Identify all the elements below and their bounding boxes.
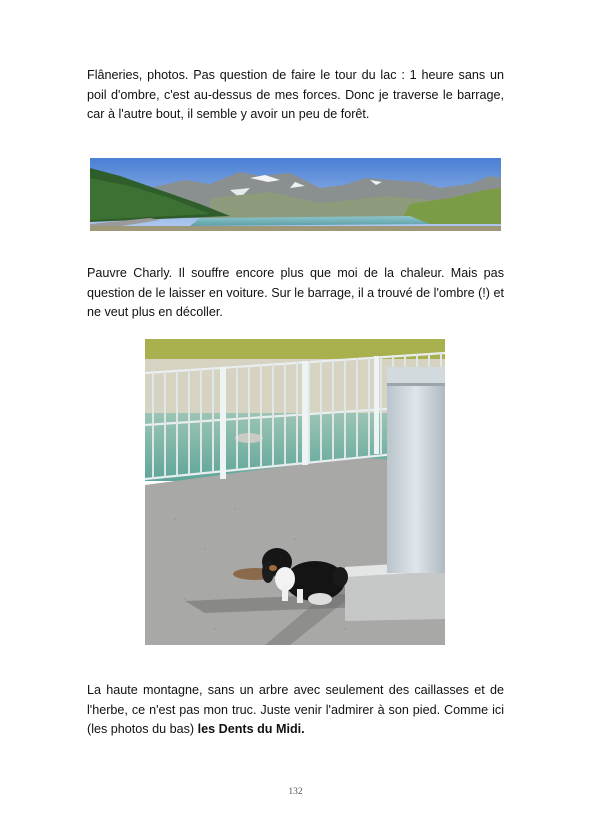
paragraph-lake-walk: Flâneries, photos. Pas question de faire le tour du lac : 1 heure sans un poil d'ombre, c'est au-dessus de mes forces. Donc je traverse le barrage, car à l'autre bout, il semble y avoir un peu de forêt.	[87, 68, 504, 122]
paragraph-mountains-text: La haute montagne, sans un arbre avec seulement des caillasses et de l'herbe, ce n'est pas mon truc. Juste venir l'admirer à son pied. Comme ici (les photos du bas)	[87, 683, 504, 737]
page-number: 132	[288, 787, 303, 797]
panorama-photo-lake-mountains	[90, 158, 501, 231]
dents-du-midi-bold: les Dents du Midi.	[197, 722, 305, 737]
dog-on-dam-photo	[145, 339, 445, 645]
paragraph-charly: Pauvre Charly. Il souffre encore plus que moi de la chaleur. Mais pas question de le laisser en voiture. Sur le barrage, il a trouvé de l'ombre (!) et ne veut plus en décoller.	[87, 266, 504, 320]
paragraph-mountains	[87, 681, 504, 740]
